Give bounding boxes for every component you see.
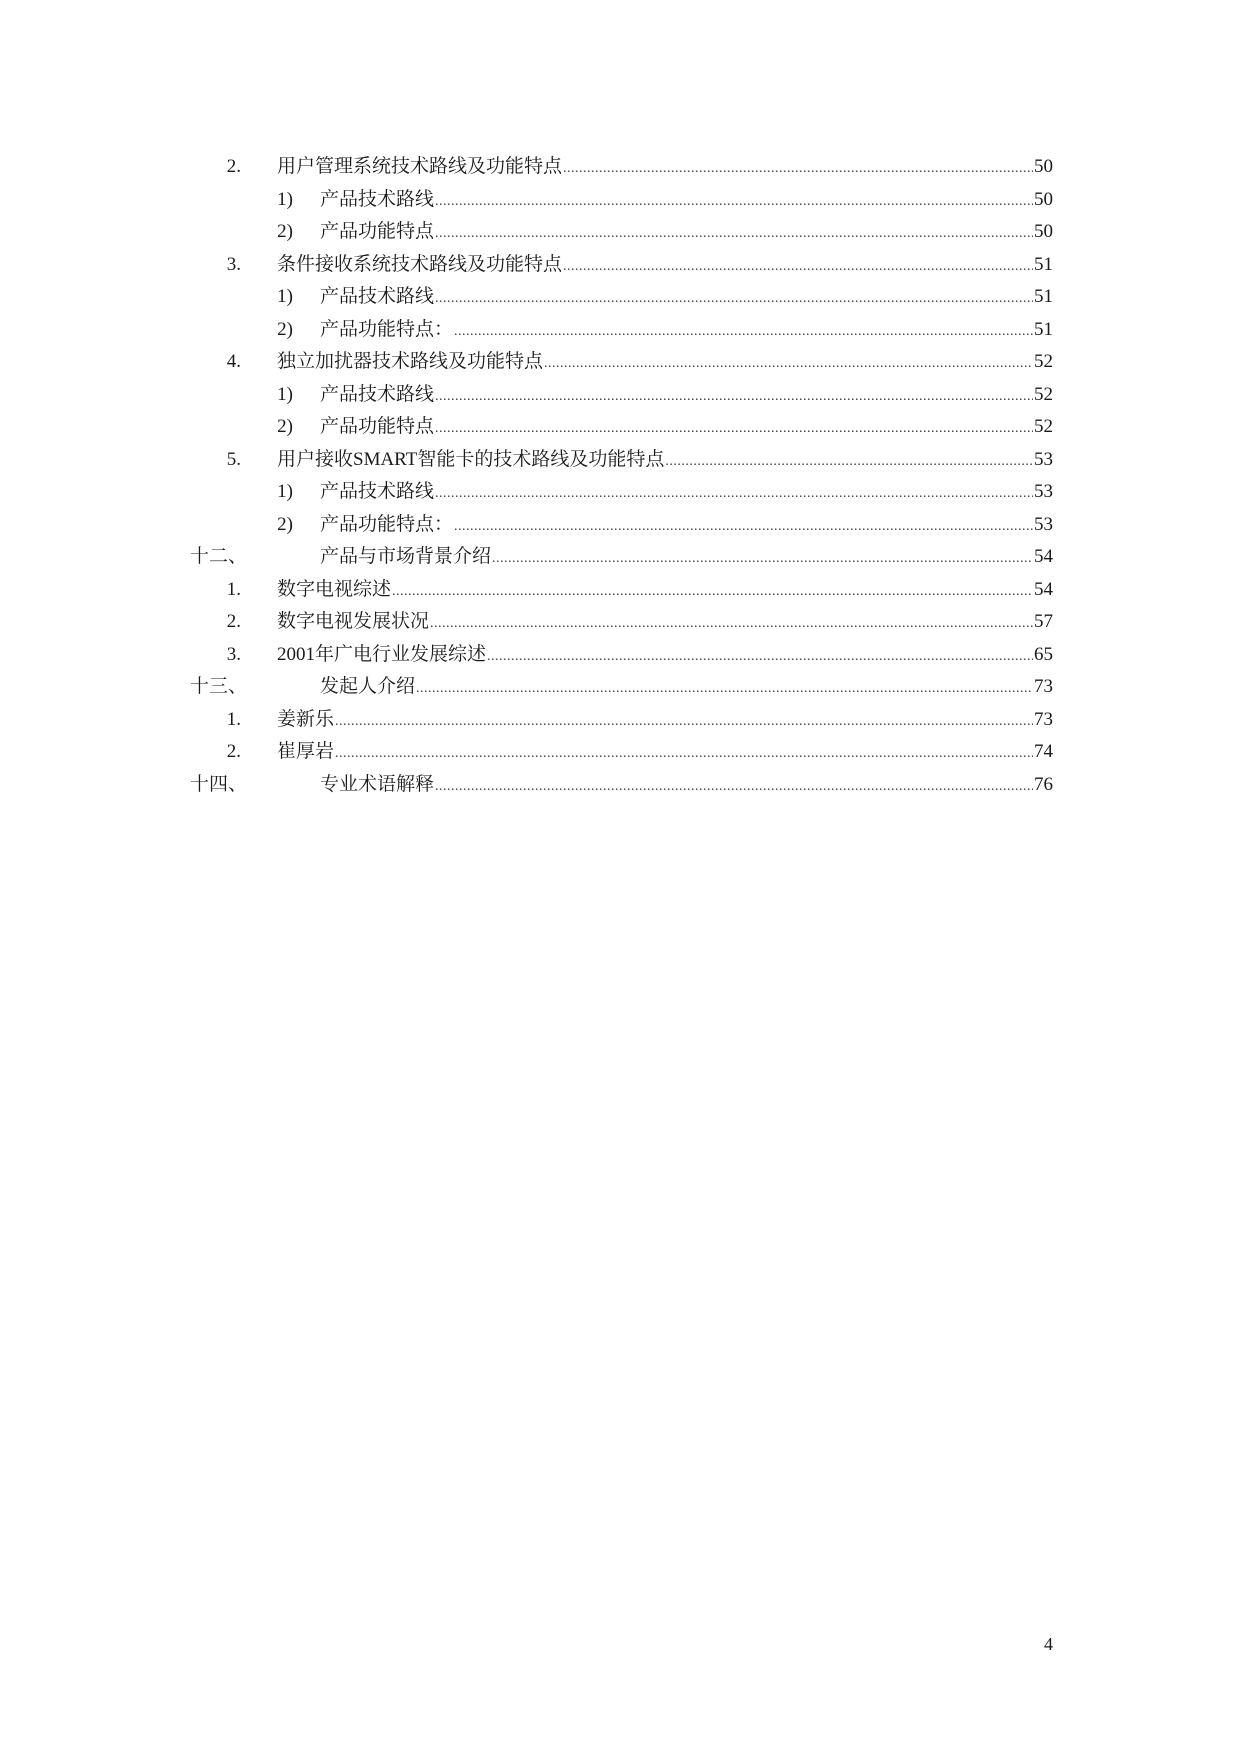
toc-dot-leader [487,641,1033,674]
toc-entry-number: 2. [226,156,241,177]
toc-entry-title: 条件接收系统技术路线及功能特点 [277,253,563,275]
toc-entry-number: 2. [226,611,241,632]
toc-dot-leader [335,706,1033,739]
toc-entry-page: 57 [1034,611,1053,632]
toc-entry-number: 2) [277,416,293,437]
toc-entry-number: 1. [226,578,241,600]
toc-dot-leader [392,576,1033,609]
toc-dot-leader [665,446,1033,479]
toc-entry-number: 1) [277,188,293,210]
toc-entry[interactable] [0,151,1241,184]
toc-entry-title: 专业术语解释 [320,773,435,795]
toc-entry-title: 产品技术路线 [320,481,435,502]
toc-entry-title: 产品功能特点： [320,513,454,535]
toc-entry-title: 崔厚岩 [277,741,335,762]
toc-entry-number: 十四、 [190,773,248,795]
toc-entry-number: 1) [277,286,293,307]
toc-dot-leader [435,283,1033,316]
toc-entry[interactable] [0,281,1241,314]
toc-entry[interactable] [0,574,1241,607]
toc-dot-leader [435,381,1033,414]
toc-entry[interactable] [0,411,1241,444]
toc-entry[interactable] [0,736,1241,769]
toc-entry-number: 5. [226,448,241,470]
toc-entry-number: 十三、 [190,676,248,697]
toc-entry-page: 74 [1034,741,1053,762]
toc-entry-page: 73 [1034,708,1053,730]
toc-entry-number: 1) [277,481,293,502]
toc-entry-title: 用户管理系统技术路线及功能特点 [277,156,563,177]
toc-entry[interactable] [0,704,1241,737]
toc-entry[interactable] [0,249,1241,282]
toc-entry-title: 姜新乐 [277,708,335,730]
toc-entry-page: 52 [1034,416,1053,437]
toc-entry-number: 2) [277,221,293,242]
toc-dot-leader [435,478,1033,511]
page-number: 4 [1044,1634,1053,1654]
toc-dot-leader [435,218,1033,251]
toc-dot-leader [435,771,1033,804]
toc-dot-leader [435,413,1033,446]
toc-entry-number: 3. [226,643,241,665]
toc-entry-page: 52 [1034,351,1053,372]
toc-dot-leader [416,673,1033,706]
toc-entry-title: 产品与市场背景介绍 [320,546,492,567]
toc-entry[interactable] [0,444,1241,477]
toc-entry[interactable] [0,639,1241,672]
toc-dot-leader [435,186,1033,219]
toc-entry-page: 51 [1034,253,1053,275]
toc-entry-title: 独立加扰器技术路线及功能特点 [277,351,544,372]
toc-entry-title: 产品功能特点 [320,416,435,437]
toc-entry-number: 2) [277,513,293,535]
toc-entry[interactable] [0,314,1241,347]
toc-entry-number: 4. [226,351,241,372]
table-of-contents [0,151,1241,801]
toc-entry-page: 53 [1034,513,1053,535]
toc-dot-leader [430,608,1033,641]
toc-entry-page: 51 [1034,286,1053,307]
toc-entry-title: 数字电视发展状况 [277,611,430,632]
toc-entry-title: 产品技术路线 [320,188,435,210]
toc-entry[interactable] [0,769,1241,802]
toc-entry-page: 50 [1034,221,1053,242]
toc-entry-title: 产品功能特点： [320,318,454,340]
toc-entry-page: 73 [1034,676,1053,697]
toc-entry[interactable] [0,379,1241,412]
toc-entry-number: 十二、 [190,546,248,567]
toc-dot-leader [454,316,1033,349]
toc-entry[interactable] [0,184,1241,217]
toc-entry-number: 2) [277,318,293,340]
toc-entry[interactable] [0,216,1241,249]
toc-entry-title: 产品功能特点 [320,221,435,242]
toc-entry-page: 65 [1034,643,1053,665]
toc-entry-page: 53 [1034,481,1053,502]
toc-entry-page: 50 [1034,156,1053,177]
toc-entry[interactable] [0,671,1241,704]
toc-entry-page: 54 [1034,578,1053,600]
toc-entry[interactable] [0,541,1241,574]
toc-entry-title: 产品技术路线 [320,383,435,405]
toc-entry[interactable] [0,606,1241,639]
toc-entry-number: 1. [226,708,241,730]
toc-entry-number: 1) [277,383,293,405]
toc-entry-page: 50 [1034,188,1053,210]
toc-entry-page: 53 [1034,448,1053,470]
toc-entry[interactable] [0,476,1241,509]
toc-entry-title: 产品技术路线 [320,286,435,307]
toc-entry-page: 52 [1034,383,1053,405]
toc-dot-leader [454,511,1033,544]
toc-entry-page: 76 [1034,773,1053,795]
toc-entry-page: 54 [1034,546,1053,567]
toc-dot-leader [335,738,1033,771]
toc-entry-number: 3. [226,253,241,275]
toc-entry-title: 用户接收SMART智能卡的技术路线及功能特点 [277,448,665,470]
toc-entry-number: 2. [226,741,241,762]
toc-dot-leader [492,543,1033,576]
toc-entry[interactable] [0,346,1241,379]
toc-dot-leader [563,251,1033,284]
toc-entry[interactable] [0,509,1241,542]
toc-entry-title: 2001年广电行业发展综述 [277,643,487,665]
toc-entry-title: 数字电视综述 [277,578,392,600]
toc-entry-page: 51 [1034,318,1053,340]
toc-dot-leader [563,153,1033,186]
toc-dot-leader [544,348,1033,381]
toc-entry-title: 发起人介绍 [320,676,416,697]
